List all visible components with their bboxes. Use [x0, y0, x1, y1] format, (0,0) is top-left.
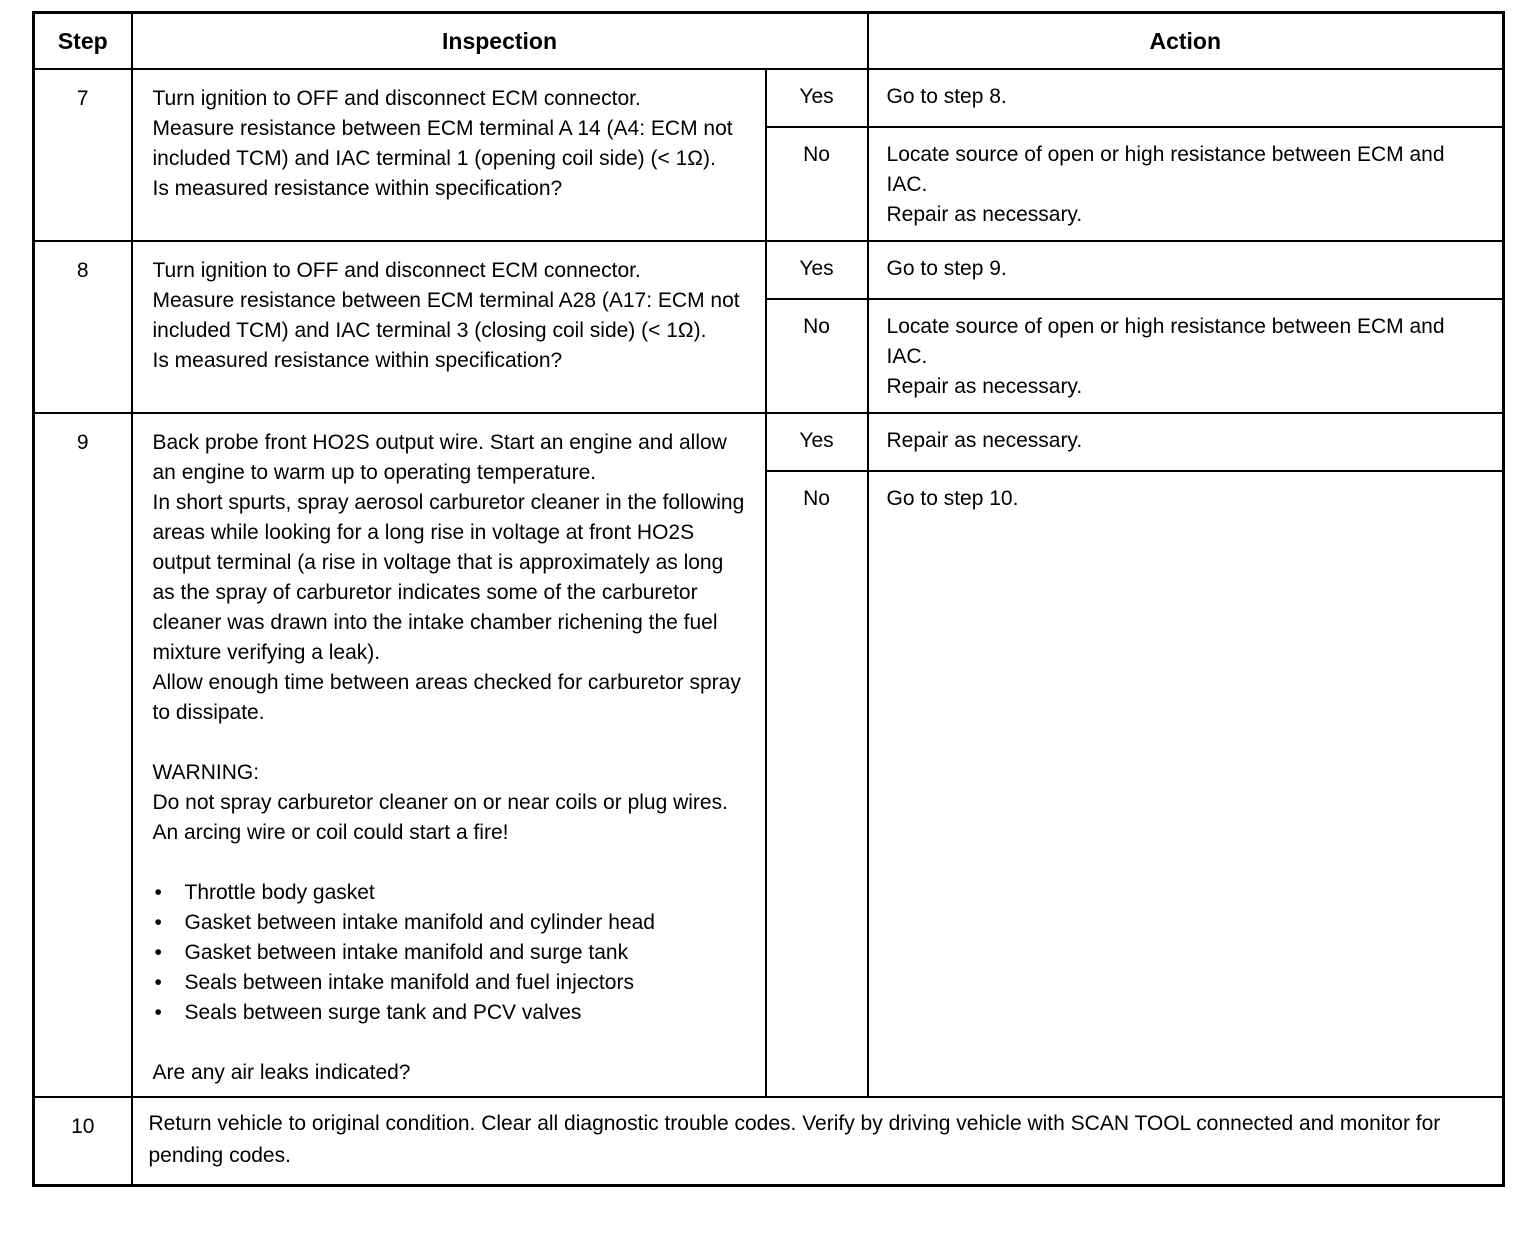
action-line: Locate source of open or high resistance between ECM and IAC.	[886, 315, 1445, 368]
step-9-yes-row	[34, 413, 1504, 471]
inspection-line: Turn ignition to OFF and disconnect ECM connector.	[152, 259, 641, 282]
header-inspection: Inspection	[132, 13, 868, 70]
inspection-line: Measure resistance between ECM terminal A 14 (A4: ECM not included TCM) and IAC terminal 1 (opening coil side) (< 1Ω).	[152, 117, 733, 170]
inspection-line: Turn ignition to OFF and disconnect ECM connector.	[152, 87, 641, 110]
step-number: 10	[34, 1097, 132, 1186]
step-8-inspection	[132, 241, 766, 413]
list-item: • Seals between intake manifold and fuel injectors	[153, 968, 747, 998]
no-action	[868, 299, 1504, 413]
step-10-text: Return vehicle to original condition. Clear all diagnostic trouble codes. Verify by driving vehicle with SCAN TOOL connected and monitor for pending codes.	[132, 1097, 1504, 1186]
yes-action: Go to step 9.	[868, 241, 1504, 299]
check-areas-list	[153, 878, 747, 1028]
step-7-yes-row	[34, 69, 1504, 127]
yes-action: Go to step 8.	[868, 69, 1504, 127]
no-action: Go to step 10.	[868, 471, 1504, 1097]
action-line: Repair as necessary.	[886, 203, 1083, 226]
yes-label: Yes	[766, 413, 868, 471]
list-item: • Seals between surge tank and PCV valves	[153, 998, 747, 1028]
no-label: No	[766, 299, 868, 413]
list-item: • Gasket between intake manifold and surge tank	[153, 938, 747, 968]
step-8-yes-row	[34, 241, 1504, 299]
step-7-inspection	[132, 69, 766, 241]
step-number: 8	[34, 241, 132, 413]
diagnostic-table	[32, 11, 1505, 1187]
list-item: • Gasket between intake manifold and cylinder head	[153, 908, 747, 938]
inspection-question: Is measured resistance within specification?	[152, 349, 563, 372]
warning-text: Do not spray carburetor cleaner on or near coils or plug wires. An arcing wire or coil could start a fire!	[152, 791, 728, 844]
step-9-inspection	[132, 413, 766, 1097]
yes-label: Yes	[766, 241, 868, 299]
yes-label: Yes	[766, 69, 868, 127]
step-10-row	[34, 1097, 1504, 1186]
inspection-question: Are any air leaks indicated?	[152, 1061, 411, 1084]
action-line: Repair as necessary.	[886, 375, 1083, 398]
inspection-question: Is measured resistance within specification?	[152, 177, 563, 200]
inspection-paragraph: Allow enough time between areas checked for carburetor spray to dissipate.	[152, 671, 741, 724]
warning-title: WARNING:	[152, 761, 260, 784]
inspection-paragraph: Back probe front HO2S output wire. Start an engine and allow an engine to warm up to operating temperature.	[152, 431, 727, 484]
header-step: Step	[34, 13, 132, 70]
no-label: No	[766, 471, 868, 1097]
inspection-line: Measure resistance between ECM terminal A28 (A17: ECM not included TCM) and IAC terminal 3 (closing coil side) (< 1Ω).	[152, 289, 740, 342]
inspection-paragraph: In short spurts, spray aerosol carburetor cleaner in the following areas while looking for a long rise in voltage at front HO2S output terminal (a rise in voltage that is approximately as long as the spray of carburetor indicates some of the carburetor cleaner was drawn into the intake chamber richening the fuel mixture verifying a leak).	[152, 491, 745, 664]
header-action: Action	[868, 13, 1504, 70]
yes-action: Repair as necessary.	[868, 413, 1504, 471]
step-number: 9	[34, 413, 132, 1097]
no-label: No	[766, 127, 868, 241]
action-line: Locate source of open or high resistance between ECM and IAC.	[886, 143, 1445, 196]
header-row	[34, 13, 1504, 70]
step-number: 7	[34, 69, 132, 241]
no-action	[868, 127, 1504, 241]
list-item: • Throttle body gasket	[153, 878, 747, 908]
